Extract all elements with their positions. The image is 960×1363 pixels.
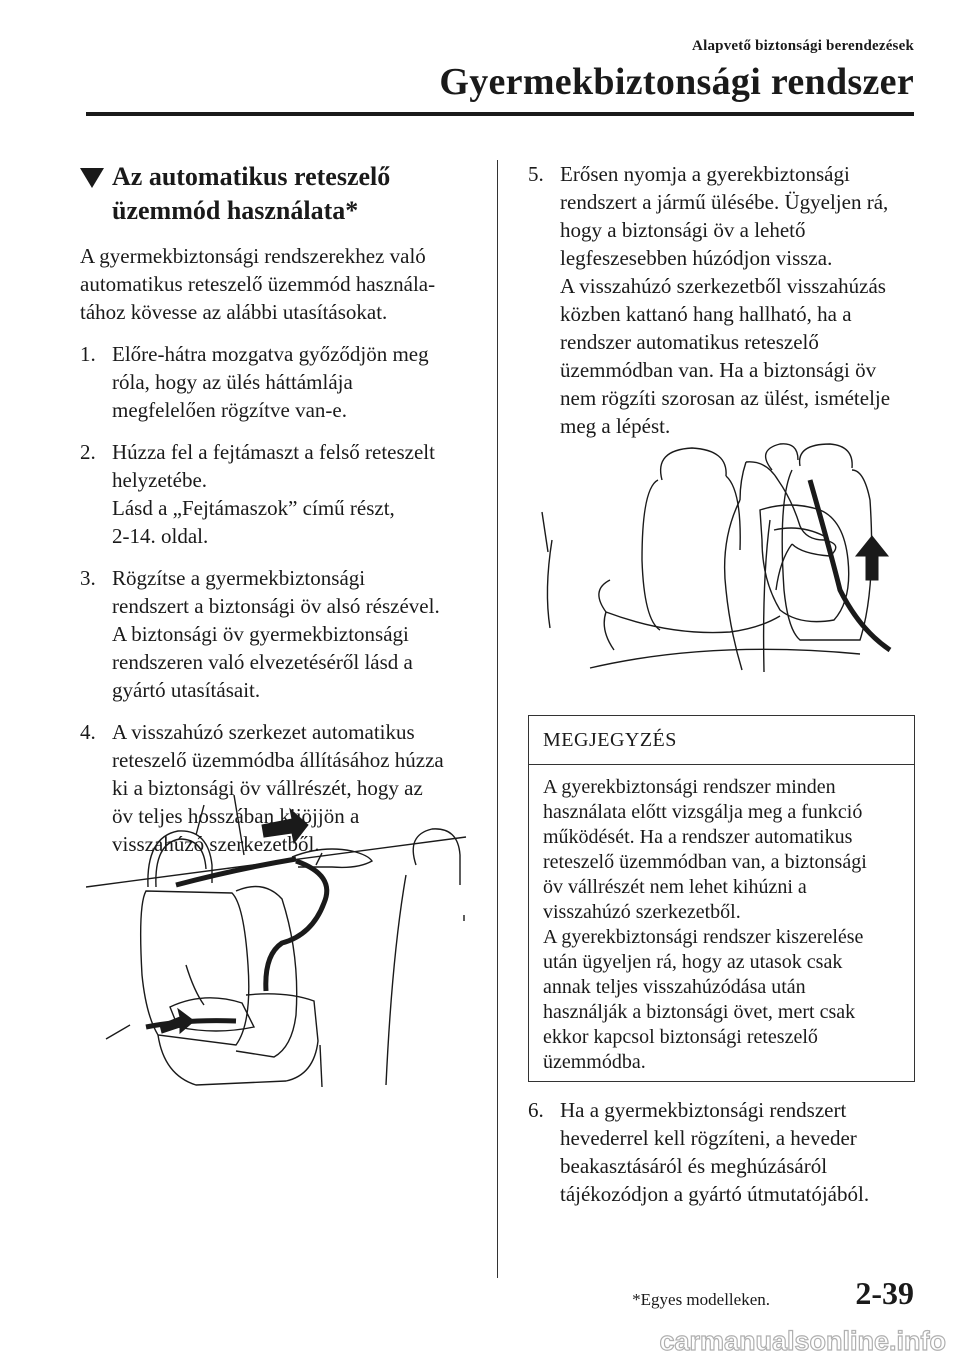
step-line: üzemmódban van. Ha a biztonsági öv [560,358,877,382]
step-number: 4. [80,720,96,744]
step-line: reteszelő üzemmódba állításához húzza [112,748,444,772]
step-item [80,564,480,704]
steps-list-right [528,160,916,440]
step-line: Húzza fel a fejtámaszt a felső reteszelt [112,440,435,464]
step-line: hogy a biztonsági öv a lehető [560,218,806,242]
illustration-press-seat [530,440,910,685]
page-number: 2-39 [855,1275,914,1311]
step-line: A visszahúzó szerkezetből visszahúzás [560,274,886,298]
step-item [80,340,480,424]
note-line: reteszelő üzemmódban van, a biztonsági [543,851,867,873]
note-line: üzemmódba. [543,1051,646,1073]
step-number: 1. [80,342,96,366]
step-line: legfeszesebben húzódjon vissza. [560,246,833,270]
step-line: rendszeren való elvezetéséről lásd a [112,650,413,674]
note-line: annak teljes visszahúzódása után [543,976,806,998]
step-number: 2. [80,440,96,464]
step-line: visszahúzó szerkezetből. [112,832,320,856]
note-body [529,765,914,1085]
step-line: megfelelően rögzítve van-e. [112,398,347,422]
step-line: ki a biztonsági öv vállrészét, hogy az [112,776,423,800]
note-title: MEGJEGYZÉS [529,716,914,765]
watermark-logo [650,1322,950,1358]
header-rule [86,112,914,116]
left-column [80,160,480,872]
step-line: meg a lépést. [560,414,671,438]
intro-line: tához kövesse az alábbi utasításokat. [80,300,388,324]
triangle-down-icon [80,168,104,188]
step-line: Ha a gyermekbiztonsági rendszert [560,1098,847,1122]
step-line: beakasztásáról és meghúzásáról [560,1154,828,1178]
note-line: működését. Ha a rendszer automatikus [543,826,853,848]
note-line: A gyerekbiztonsági rendszer minden [543,776,836,798]
step-line: A biztonsági öv gyermekbiztonsági [112,622,409,646]
steps-list-right-bottom [528,1096,916,1208]
step-line: 2-14. oldal. [112,524,209,548]
steps-list-left [80,340,480,858]
right-column [528,160,916,454]
note-box [528,715,915,1082]
note-line: öv vállrészét nem lehet kihúzni a [543,876,807,898]
step-item [80,438,480,550]
svg-text:carmanualsonline.info: carmanualsonline.info [659,1326,946,1356]
step-line: helyzetébe. [112,468,208,492]
note-line: ekkor kapcsol biztonsági reteszelő [543,1026,818,1048]
illustration-belt-pull-out [86,795,476,1095]
running-header-section: Alapvető biztonsági berendezések [692,38,914,54]
step-line: Erősen nyomja a gyerekbiztonsági [560,162,850,186]
intro-line: A gyermekbiztonsági rendszerekhez való [80,244,426,268]
note-line: A gyerekbiztonsági rendszer kiszerelése [543,926,864,948]
step-line: nem rögzíti szorosan az ülést, ismételje [560,386,891,410]
step-line: hevederrel kell rögzíteni, a heveder [560,1126,857,1150]
section-heading [80,160,480,228]
note-line: visszahúzó szerkezetből. [543,901,741,923]
footnote: *Egyes modelleken. [632,1290,770,1309]
step-number: 5. [528,162,544,186]
step-line: tájékozódjon a gyártó útmutatójából. [560,1182,870,1206]
column-divider [497,160,498,1278]
step-line: A visszahúzó szerkezet automatikus [112,720,415,744]
note-line: használják a biztonsági övet, mert csak [543,1001,856,1023]
step-line: öv teljes hosszában kijöjjön a [112,804,360,828]
step-item [528,1096,916,1208]
note-line: használata előtt vizsgálja meg a funkció [543,801,863,823]
step-line: rendszert a jármű ülésébe. Ügyeljen rá, [560,190,889,214]
note-line: után ügyeljen rá, hogy az utasok csak [543,951,843,973]
arrow-up-icon [856,536,888,580]
heading-line: Az automatikus reteszelő [112,162,391,191]
running-header-title: Gyermekbiztonsági rendszer [439,61,914,103]
heading-line: üzemmód használata* [112,196,359,225]
step-line: Lásd a „Fejtámaszok” című részt, [112,496,395,520]
intro-line: automatikus reteszelő üzemmód használa- [80,272,436,296]
step-line: rendszer automatikus reteszelő [560,330,819,354]
step-line: róla, hogy az ülés háttámlája [112,370,353,394]
step-6-block [528,1096,916,1222]
step-line: rendszert a biztonsági öv alsó részével. [112,594,440,618]
step-item [528,160,916,440]
step-line: közben kattanó hang hallható, ha a [560,302,852,326]
step-line: Előre-hátra mozgatva győződjön meg [112,342,429,366]
step-line: gyártó utasításait. [112,678,261,702]
step-line: Rögzítse a gyermekbiztonsági [112,566,366,590]
intro-paragraph [80,242,480,326]
step-number: 3. [80,566,96,590]
step-number: 6. [528,1098,544,1122]
